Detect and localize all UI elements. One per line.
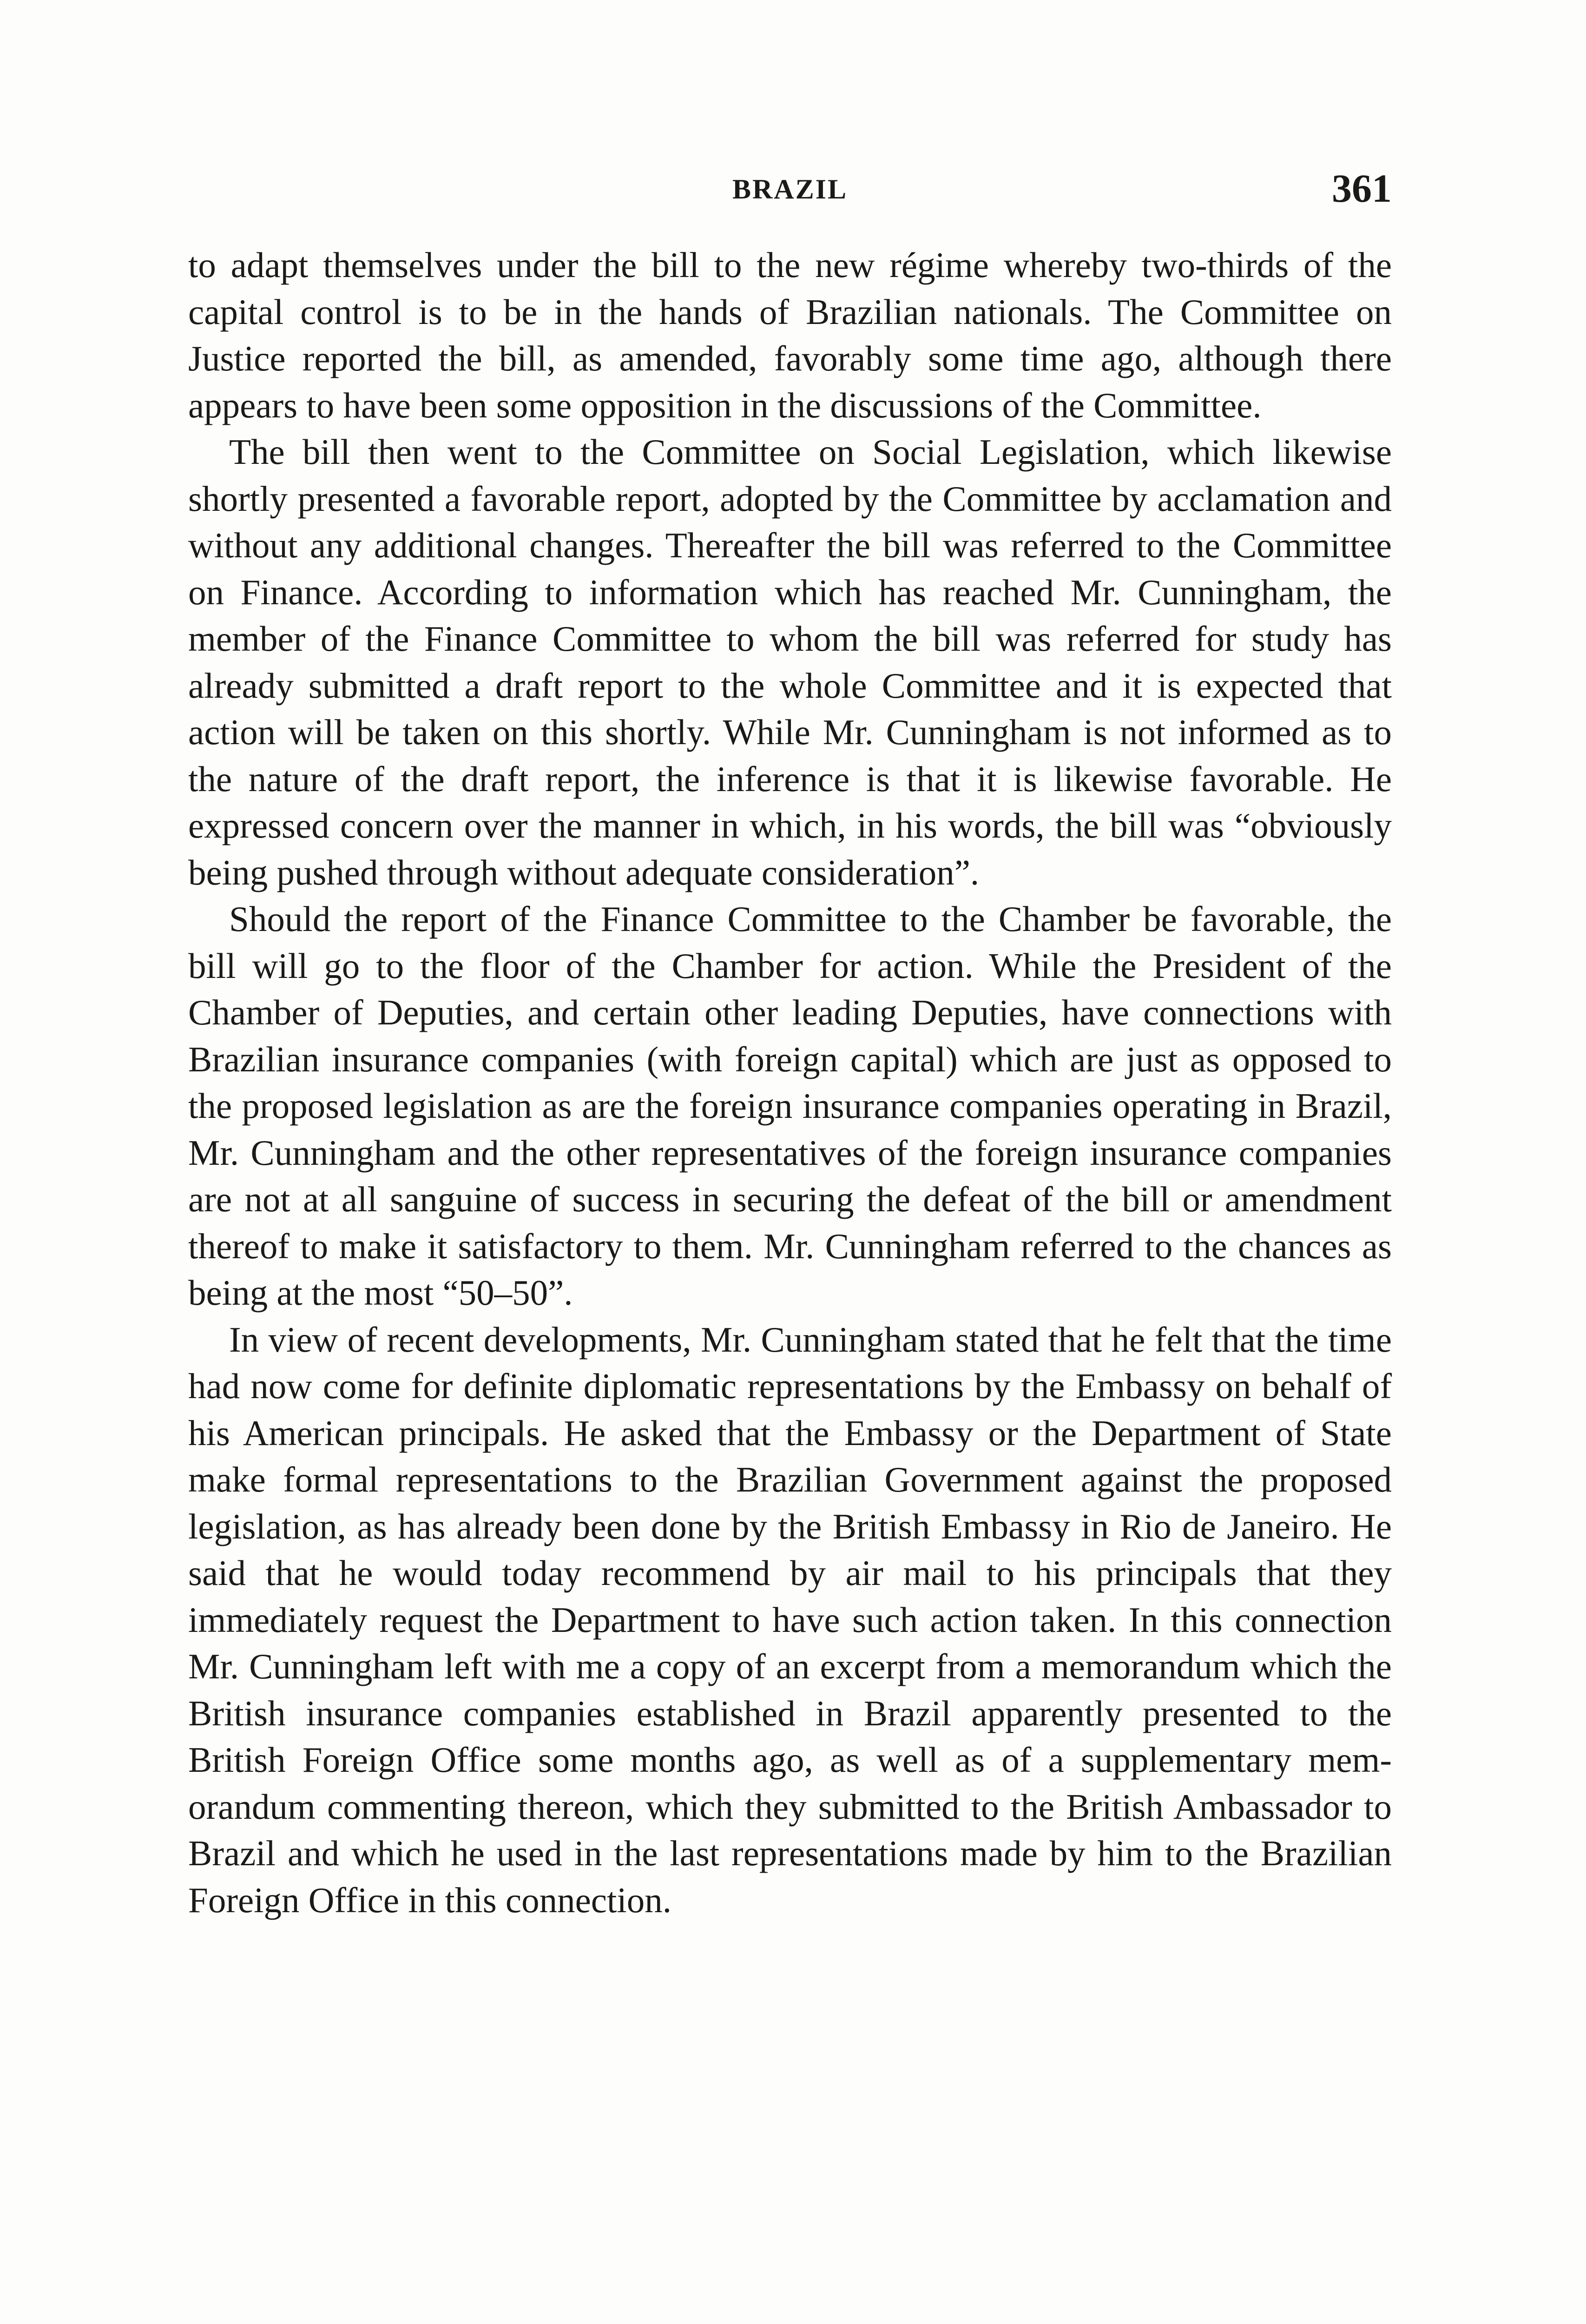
section-title: BRAZIL xyxy=(732,174,848,205)
paragraph: The bill then went to the Committee on Social Legislation, which likewise shortly presented a favorable report, adopted by the Committee by acclamation and without any additional changes. Thereafter the bill was referred to the Committee on Finance. According to information which has reached Mr. Cunningham, the member of the Finance Committee to whom the bill was referred for study has already submitted a draft report to the whole Committee and it is expected that action will be taken on this shortly. While Mr. Cunningham is not informed as to the nature of the draft report, the inference is that it is likewise favorable. He expressed concern over the manner in which, in his words, the bill was “obviously being pushed through without adequate consideration”. xyxy=(188,432,1392,892)
body-text xyxy=(188,242,1392,1923)
paragraph-continued: to adapt themselves under the bill to the new régime whereby two-thirds of the capital control is to be in the hands of Brazilian nationals. The Committee on Justice reported the bill, as amended, favorably some time ago, although there appears to have been some opposition in the discussions of the Committee. xyxy=(188,245,1392,425)
page-number: 361 xyxy=(1332,166,1392,211)
paragraph: In view of recent developments, Mr. Cunningham stated that he felt that the time had now come for definite diplomatic representations by the Embassy on behalf of his American principals. He asked that the Embassy or the Department of State make formal representations to the Brazilian Government against the proposed legislation, as has already been done by the British Embassy in Rio de Janeiro. He said that he would today recommend by air mail to his principals that they immediately request the Department to have such action taken. In this connection Mr. Cunningham left with me a copy of an excerpt from a memorandum which the British insurance companies established in Brazil apparently presented to the British Foreign Office some months ago, as well as of a supplementary memorandum commenting thereon, which they submitted to the British Ambassador to Brazil and which he used in the last representations made by him to the Brazilian Foreign Office in this connection. xyxy=(188,1319,1392,1920)
running-head xyxy=(188,165,1392,221)
paragraph: Should the report of the Finance Committee to the Chamber be favorable, the bill will go to the floor of the Chamber for action. While the President of the Chamber of Deputies, and certain other leading Deputies, have connections with Brazilian insurance companies (with foreign capital) which are just as opposed to the proposed legislation as are the foreign insurance companies operating in Brazil, Mr. Cunningham and the other representatives of the foreign insurance companies are not at all sanguine of success in securing the defeat of the bill or amendment thereof to make it satisfactory to them. Mr. Cunningham referred to the chances as being at the most “50–50”. xyxy=(188,899,1392,1313)
